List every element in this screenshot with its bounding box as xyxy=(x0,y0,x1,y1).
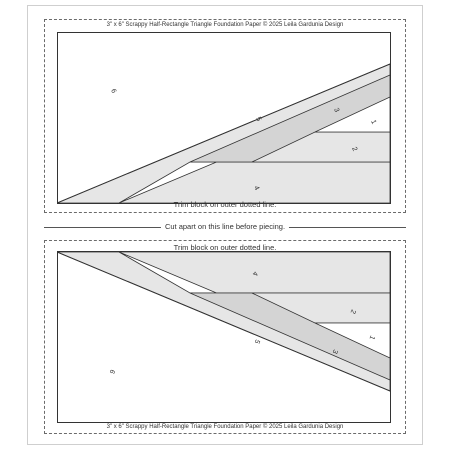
bottom-block-pattern xyxy=(57,251,391,423)
bottom-piece-2-label: 2 xyxy=(348,308,357,315)
top-block-pattern xyxy=(57,32,391,204)
cut-apart-label: Cut apart on this line before piecing. xyxy=(161,221,289,233)
top-piece-6-label: 6 xyxy=(109,88,118,95)
top-piece-2-label: 2 xyxy=(350,146,359,153)
bottom-block xyxy=(44,240,406,434)
top-block xyxy=(44,19,406,213)
bottom-piece-5-label: 5 xyxy=(252,338,261,345)
top-piece-4-label: 4 xyxy=(252,185,261,192)
bottom-piece-3-label: 3 xyxy=(330,348,339,355)
bottom-piece-4-label: 4 xyxy=(250,270,259,277)
top-piece-5-label: 5 xyxy=(254,116,263,123)
bottom-trim-note: Trim block on outer dotted line. xyxy=(173,243,277,252)
top-piece-3-label: 3 xyxy=(332,107,341,114)
bottom-piece-6-label: 6 xyxy=(107,368,116,375)
bottom-block-title: 3" x 6" Scrappy Half-Rectangle Triangle Foundation Paper © 2025 Leila Gardunia Design xyxy=(106,424,344,430)
top-block-title: 3" x 6" Scrappy Half-Rectangle Triangle Foundation Paper © 2025 Leila Gardunia Design xyxy=(106,22,344,28)
bottom-piece-1-label: 1 xyxy=(367,334,376,341)
top-trim-note: Trim block on outer dotted line. xyxy=(173,200,277,209)
cut-apart-line xyxy=(44,221,406,233)
top-piece-1-label: 1 xyxy=(369,119,378,126)
